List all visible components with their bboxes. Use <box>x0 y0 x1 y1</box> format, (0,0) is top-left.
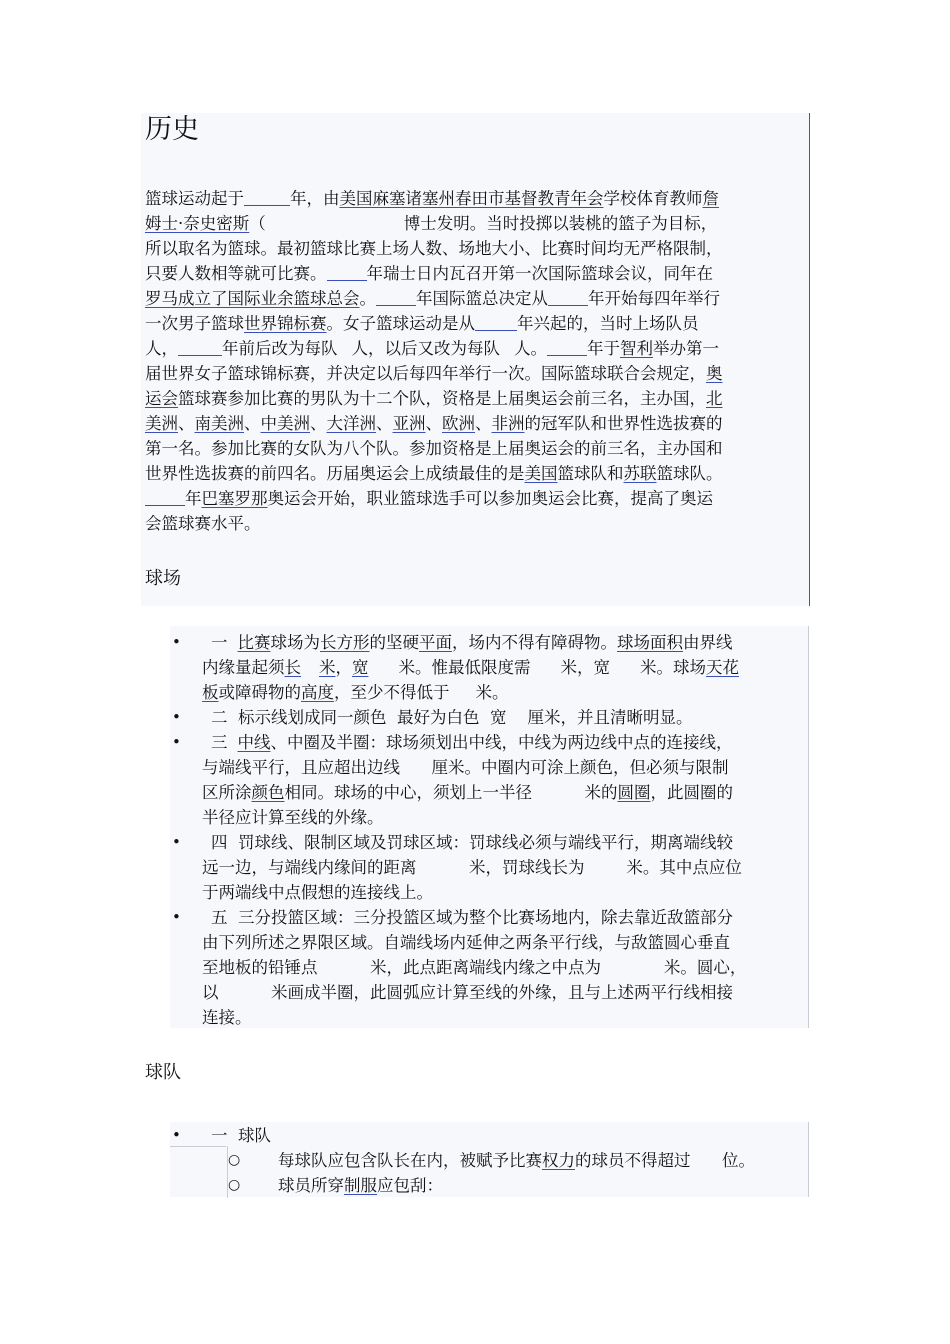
link-central-america[interactable]: 中美洲 <box>260 414 310 433</box>
link-ussr[interactable]: 苏联 <box>623 464 657 483</box>
blank <box>145 488 185 506</box>
text-run: 举办第一 <box>653 339 719 358</box>
text-run: 篮球运动起于 <box>145 189 244 208</box>
text-run: 年，由 <box>290 189 340 208</box>
blank <box>327 263 367 281</box>
link-ceiling-2[interactable]: 板 <box>202 683 219 702</box>
link-uniform[interactable]: 制服 <box>344 1176 377 1195</box>
text-run: 奥运会开始，职业篮球选手可以参加奥运会比赛，提高了奥运 <box>267 489 713 508</box>
bullet-icon: • <box>172 733 181 751</box>
link-north-america[interactable]: 北 <box>706 389 723 408</box>
text-run: 篮球队。 <box>656 464 723 483</box>
text-run: 的冠军队和世界性选拔赛的 <box>524 414 723 433</box>
link-north-america-2[interactable]: 美洲 <box>145 414 178 433</box>
link-europe[interactable]: 欧洲 <box>442 414 475 433</box>
blank <box>178 338 222 356</box>
blank <box>548 288 588 306</box>
link-court-area[interactable]: 球场面积 <box>617 633 683 652</box>
link-africa[interactable]: 非洲 <box>491 414 525 433</box>
section-title-court: 球场 <box>145 568 181 589</box>
list-item: • 五 三分投篮区域：三分投篮区域为整个比赛场地内，除去靠近敌篮部分 由下列所述之界限区域。自端线场内延伸之两条平行线，与敌篮圆心垂直 至地板的铅锤点 米，此点距离端线内缘之中点为 米。圆心， 以 米画成半圈，此圆弧应计算至线的外缘，且与上述两平行线相接 连接。 <box>172 905 808 1030</box>
text-run: 、 <box>425 414 442 433</box>
text-run: 、 <box>310 414 327 433</box>
section-title-history: 历史 <box>145 114 199 145</box>
link-naismith-2[interactable]: 姆士·奈史密斯 <box>145 214 250 233</box>
text-run: 届世界女子篮球锦标赛，并决定以后每四年举行一次。国际篮球联合会规定， <box>145 364 706 383</box>
link-match[interactable]: 比赛 <box>237 633 271 652</box>
link-authority[interactable]: 权力 <box>542 1151 575 1170</box>
text-run: 、 <box>475 414 492 433</box>
blank <box>376 288 416 306</box>
list-item: • 四 罚球线、限制区域及罚球区域：罚球线必须与端线平行，期离端线较 远一边，与端线内缘间的距离 米，罚球线长为 米。其中点应位 于两端线中点假想的连接线上。 <box>172 830 808 905</box>
link-naismith[interactable]: 詹 <box>702 189 719 208</box>
link-asia[interactable]: 亚洲 <box>392 414 426 433</box>
link-height[interactable]: 高度 <box>301 683 334 702</box>
link-barcelona[interactable]: 巴塞罗那 <box>201 489 268 508</box>
link-world-championship[interactable]: 世界锦标赛 <box>244 314 327 333</box>
text-run: 年国际篮总决定从 <box>416 289 548 308</box>
circle-bullet-icon: ○ <box>228 1177 241 1193</box>
link-width[interactable]: 宽 <box>352 658 369 677</box>
link-ceiling[interactable]: 天花 <box>706 658 739 677</box>
bullet-icon: • <box>172 1126 181 1144</box>
link-length[interactable]: 长 <box>284 658 301 677</box>
text-run: 年于 <box>587 339 620 358</box>
text-run: 年瑞士日内瓦召开第一次国际篮球会议，同年在 <box>366 264 713 283</box>
text-run: 、 <box>376 414 393 433</box>
bullet-icon: • <box>172 708 181 726</box>
text-run: 第一名。参加比赛的女队为八个队。参加资格是上届奥运会的前三名，主办国和 <box>145 439 723 458</box>
text-run: 篮球队和 <box>557 464 624 483</box>
blank <box>244 188 290 206</box>
link-olympics-2[interactable]: 运会 <box>145 389 178 408</box>
court-rules-list <box>172 630 808 1030</box>
link-olympics[interactable]: 奥 <box>706 364 723 383</box>
link-color[interactable]: 颜色 <box>251 783 285 802</box>
text-run: 年 <box>185 489 202 508</box>
section-title-team: 球队 <box>145 1062 181 1083</box>
link-usa[interactable]: 美国 <box>524 464 558 483</box>
text-run: 博士发明。当时投掷以装桃的篮子为目标， <box>403 214 718 233</box>
link-oceania[interactable]: 大洋洲 <box>326 414 376 433</box>
text-run: 学校体育教师 <box>603 189 703 208</box>
text-run: 篮球赛参加比赛的男队为十二个队，资格是上届奥运会前三名，主办国， <box>178 389 706 408</box>
team-rules-list <box>172 1123 808 1148</box>
text-run: 、 <box>178 414 195 433</box>
link-center-line[interactable]: 中线 <box>237 733 271 752</box>
text-run: 。女子篮球运动是从 <box>326 314 475 333</box>
bullet-icon: • <box>172 833 181 851</box>
blank <box>547 338 587 356</box>
text-run: 年开始每四年举行 <box>588 289 720 308</box>
list-item: • 一 比赛球场为长方形的坚硬平面，场内不得有障碍物。球场面积由界线 内缘量起须长 米，宽 米。惟最低限度需 米，宽 米。球场天花 板或障碍物的高度，至少不得低于 米。 <box>172 630 808 705</box>
text-run: 会篮球赛水平。 <box>145 514 261 533</box>
text-run: 一次男子篮球 <box>145 314 244 333</box>
list-item: • 三 中线、中圈及半圈：球场须划出中线，中线为两边线中点的连接线， 与端线平行，且应超出边线 厘米。中圈内可涂上颜色，但必须与限制 区所涂颜色相同。球场的中心，须划上一半径 米的圆圈，此圆圈的 半径应计算至线的外缘。 <box>172 730 808 830</box>
history-paragraph <box>145 186 807 536</box>
text-run: 人，以后又改为每队 <box>351 339 500 358</box>
link-fiba[interactable]: 罗马成立了国际业余篮球总会 <box>145 289 360 308</box>
link-rectangle[interactable]: 长方形 <box>320 633 370 652</box>
blank <box>475 313 517 331</box>
text-run: 所以取名为篮球。最初篮球比赛上场人数、场地大小、比赛时间均无严格限制， <box>145 239 723 258</box>
text-run: （ <box>249 214 266 233</box>
text-run: 年前后改为每队 <box>222 339 338 358</box>
link-south-america[interactable]: 南美洲 <box>194 414 244 433</box>
link-circle[interactable]: 圆圈 <box>617 783 651 802</box>
text-run: 只要人数相等就可比赛。 <box>145 264 327 283</box>
link-chile[interactable]: 智利 <box>620 339 653 358</box>
link-meter[interactable]: 米 <box>319 658 336 677</box>
text-run: 年兴起的，当时上场队员 <box>517 314 699 333</box>
circle-bullet-icon: ○ <box>228 1152 241 1168</box>
divider <box>170 1146 226 1147</box>
link-plane[interactable]: 平面 <box>419 633 452 652</box>
text-run: 。 <box>359 289 376 308</box>
text-run: 人， <box>145 339 178 358</box>
bullet-icon: • <box>172 633 181 651</box>
link-ymca[interactable]: 美国麻塞诸塞州春田市基督教青年会 <box>339 189 604 208</box>
text-run: 、 <box>244 414 261 433</box>
text-run: 人。 <box>514 339 547 358</box>
list-item: • 一 球队 <box>172 1123 808 1148</box>
list-item: • 二 标示线划成同一颜色 最好为白色 宽 厘米，并且清晰明显。 <box>172 705 808 730</box>
text-run: 世界性选拔赛的前四名。历届奥运会上成绩最佳的是 <box>145 464 525 483</box>
bullet-icon: • <box>172 908 181 926</box>
